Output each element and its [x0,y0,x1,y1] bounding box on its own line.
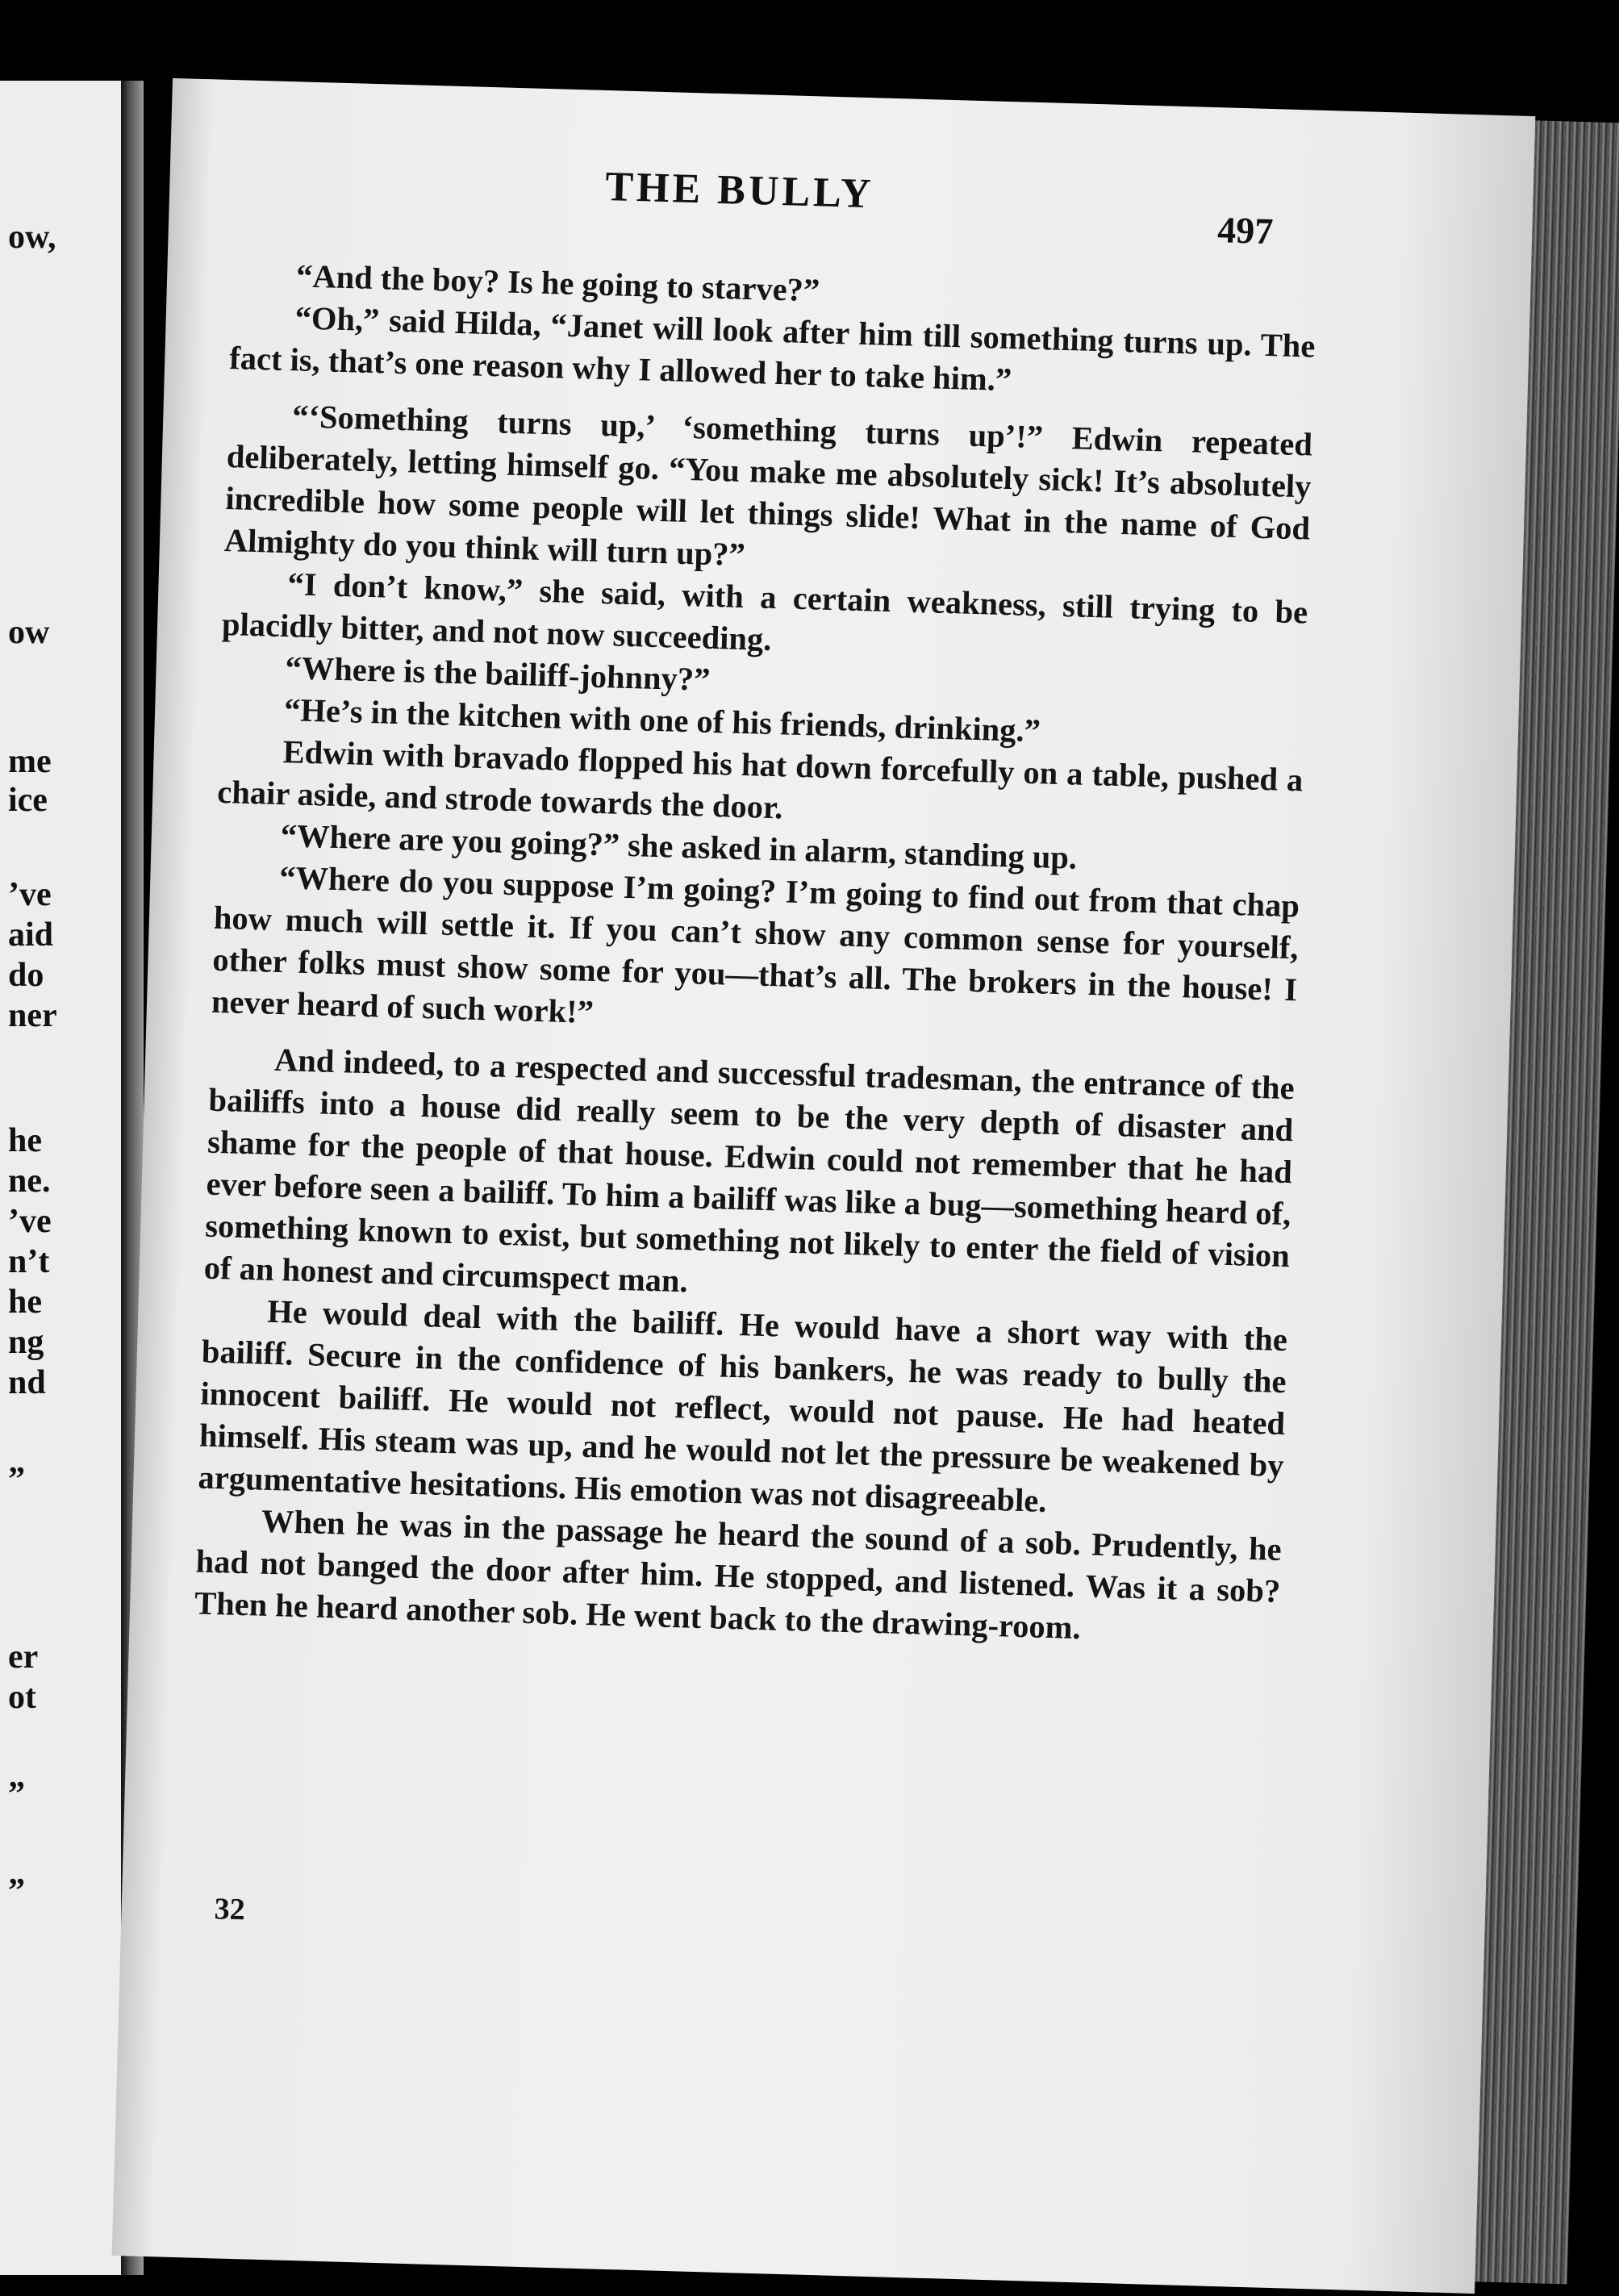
paragraph: “I don’t know,” she said, with a certain weakness, still trying to be placidly bitter, and not now succeeding. [221,566,1308,657]
page-number: 497 [1216,209,1274,253]
paragraph: “He’s in the kitchen with one of his friends, drinking.” [283,691,1041,749]
paragraph: Edwin with bravado flopped his hat down forcefully on a table, pushed a chair aside, and strode towards the door. [216,733,1304,826]
facing-text-fragment: he [8,1284,42,1321]
facing-text-fragment: nd [8,1364,46,1401]
book-page [112,78,1536,2294]
facing-text-fragment: ” [8,1461,25,1498]
paragraph: He would deal with the bailiff. He would have a short way with the bailiff. Secure in the confidence of his bankers, he was ready to bully the innocent bailiff. He would not reflect, would not pause. He had heated himself. His steam was up, and he would not let the pressure be weakened by argumentative hesitations. His emotion was not disagreeable. [197,1292,1288,1519]
paragraph: “And the boy? Is he going to starve?” [295,257,820,309]
facing-text-fragment: ice [8,782,48,819]
facing-page-fragment [0,81,121,2275]
facing-text-fragment: do [8,957,44,994]
running-head: THE BULLY [604,163,875,218]
facing-text-fragment: ow, [8,219,56,256]
paragraph: “‘Something turns up,’ ‘something turns up’!” Edwin repeated deliberately, letting himself go. “You make me absolutely sick! It’s absolutely incredible how some people will let things slide! What in the name of God Almighty do you think will turn up?” [223,398,1313,573]
paragraph: “Where do you suppose I’m going? I’m going to find out from that chap how much will settle it. If you can’t show any common sense for yourself, other folks must show some for you—that’s all. The brokers in the house! I never heard of such work!” [211,859,1300,1030]
facing-text-fragment: he [8,1122,42,1159]
facing-text-fragment: aid [8,916,54,954]
paragraph: “Oh,” said Hilda, “Janet will look after him till something turns up. The fact is, that’s one reason why I allowed her to take him.” [228,299,1316,399]
facing-text-fragment: ow [8,614,50,651]
facing-text-fragment: ’ve [8,876,52,913]
facing-text-fragment: er [8,1639,39,1676]
paragraph: “Where are you going?” she asked in alarm, standing up. [280,817,1078,876]
facing-text-fragment: ner [8,997,57,1034]
paragraph: “Where is the bailiff-johnny?” [285,649,711,698]
facing-text-fragment: ’ve [8,1203,52,1240]
body-text [194,253,1317,1655]
facing-text-fragment: ot [8,1679,36,1716]
facing-text-fragment: me [8,743,52,780]
facing-text-fragment: ne. [8,1163,51,1200]
signature-mark: 32 [214,1892,246,1927]
facing-text-fragment: ng [8,1324,44,1361]
facing-text-fragment: n’t [8,1243,50,1280]
facing-text-fragment: ” [8,1776,25,1813]
facing-text-fragment: ” [8,1872,25,1910]
paragraph: When he was in the passage he heard the sound of a sob. Prudently, he had not banged the door after him. He stopped, and listened. Was it a sob? Then he heard another sob. He went back to the drawing-room. [194,1502,1283,1647]
paragraph: And indeed, to a respected and successful tradesman, the entrance of the bailiffs into a house did really seem to be the very depth of disaster and shame for the people of that house. Edwin could not remember that he had ever before seen a bailiff. To him a bailiff was like a bug—something heard of, something known to exist, but something not likely to enter the field of vision of an honest and circumspect man. [203,1041,1296,1300]
